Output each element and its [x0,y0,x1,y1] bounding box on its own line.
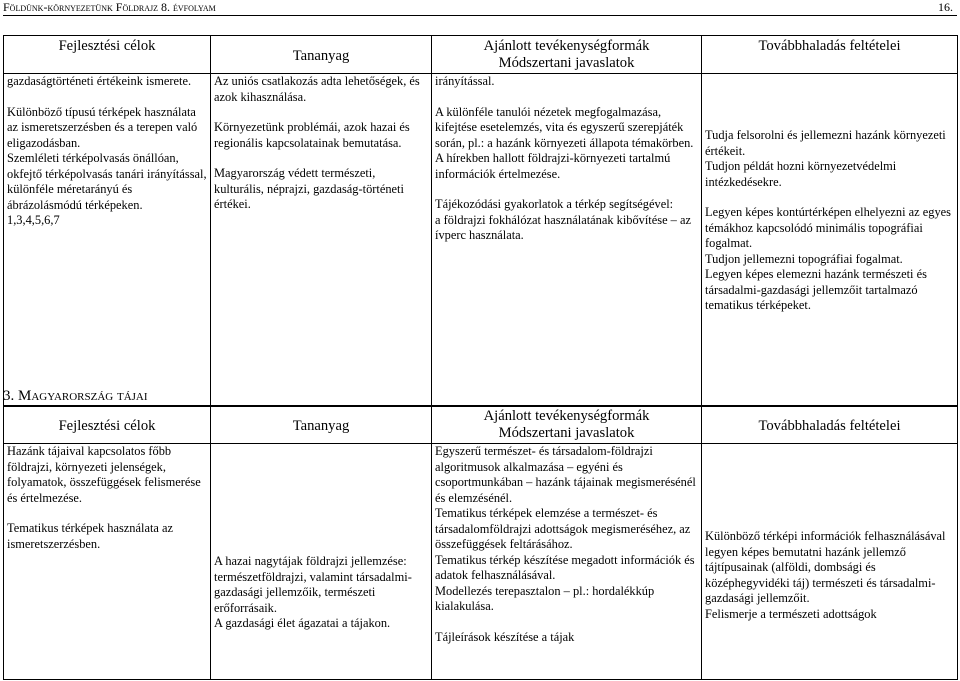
activity-item: Tájleírások készítése a tájak [435,629,575,644]
condition-item: Tudjon példát hozni környezetvédelmi intézkedésekre. [705,159,897,189]
col-header-goals [4,36,211,74]
goal-item: 1,3,4,5,6,7 [7,213,60,227]
col-header-activities-line2: Módszertani javaslatok [498,55,635,71]
condition-item: Legyen képes elemezni hazánk természeti és társadalmi-gazdasági jellemzőit tartalmazó tematikus térképeket. [705,267,927,312]
goal-item: Hazánk tájaival kapcsolatos főbb földrajzi, környezeti jelenségek, folyamatok, összefüggések felismerése és értelmezése. [7,444,201,505]
col-header-goals [4,406,211,444]
condition-item: Tudjon jellemezni topográfiai fogalmat. [705,251,903,266]
col-header-conditions-text: Továbbhaladás feltételei [758,38,901,54]
activity-item: Tematikus térkép készítése megadott információk és adatok felhasználásával. [435,552,695,582]
col-header-goals-text: Fejlesztési célok [58,418,156,434]
col-header-activities [432,36,702,74]
col-header-conditions-text: Továbbhaladás feltételei [758,418,901,434]
section-title [3,388,148,405]
activity-item: a földrajzi fokhálózat használatának kibővítése – az ívperc használata. [435,212,691,242]
col-header-activities [432,406,702,444]
activity-item: Egyszerű természet- és társadalom-földrajzi algoritmusok alkalmazása – egyéni és csoportmunkában – hazánk tájainak megismerésénél és elemzésénél. [435,444,696,505]
goals-cell [4,74,211,407]
goal-item: Tematikus térképek használata az ismeretszerzésben. [7,521,173,551]
material-cell [211,444,432,680]
activity-item: Modellezés terepasztalon – pl.: hordalékkúp kialakulása. [435,583,655,613]
col-header-goals-text: Fejlesztési célok [58,38,156,54]
curriculum-table-top [3,35,958,407]
goal-item: Szemléleti térképolvasás önállóan, okfejtő térképolvasás tanári irányítással, különféle méretarányú és ábrázolásmódú térképeken. [7,151,207,212]
activity-item: A különféle tanulói nézetek megfogalmazása, kifejtése esetelemzés, vita és egyszerű szerepjáték során, pl.: a hazánk környezeti állapota témakörben. [435,104,694,150]
col-header-material-text: Tananyag [292,418,350,434]
condition-item: Felismerje a természeti adottságok [705,606,877,621]
section-title-text: 3. Magyarország tájai [3,388,148,404]
condition-item: Különböző térképi információk felhasználásával legyen képes bemutatni hazánk jellemző tájtípusainak (alföldi, dombsági és középhegyvidéki táj) természeti és társadalmi-gazdasági jellemzőit. [705,529,946,605]
condition-item: Legyen képes kontúrtérképen elhelyezni az egyes témákhoz kapcsolódó minimális topográfiai fogalmat. [705,205,951,250]
condition-item: Tudja felsorolni és jellemezni hazánk környezeti értékeit. [705,128,946,158]
material-item: A gazdasági élet ágazatai a tájakon. [214,616,391,630]
header-title: Földünk-környezetünk Földrajz 8. évfolyam [3,0,216,14]
curriculum-table-bottom [3,405,958,680]
col-header-activities-line2: Módszertani javaslatok [498,425,635,441]
goals-cell [4,444,211,680]
activity-item: Tematikus térképek elemzése a természet- és társadalomföldrajzi adottságok megismeréséhez, az összefüggések feltárásához. [435,506,691,551]
conditions-cell [702,444,958,680]
activities-cell [432,74,702,407]
conditions-cell [702,74,958,407]
material-item: Magyarország védett természeti, kulturális, néprajzi, gazdaság-történeti értékei. [214,166,404,211]
activity-item: Tájékozódási gyakorlatok a térkép segítségével: [435,197,674,211]
col-header-activities-line1: Ajánlott tevékenységformák [483,408,650,424]
page-number: 16. [938,0,953,14]
col-header-material-text: Tananyag [292,48,350,64]
col-header-conditions [702,36,958,74]
page-header [3,0,957,16]
activities-cell [432,444,702,680]
goal-item: Különböző típusú térképek használata az ismeretszerzésben és a terepen való eligazodásban. [7,104,198,150]
col-header-conditions [702,406,958,444]
activity-item: A hírekben hallott földrajzi-környezeti tartalmú információk értelmezése. [435,151,671,181]
material-item: Az uniós csatlakozás adta lehetőségek, és azok kihasználása. [214,74,420,104]
col-header-material [211,406,432,444]
material-item: Környezetünk problémái, azok hazai és regionális kapcsolatainak bemutatása. [214,120,410,150]
material-cell [211,74,432,407]
material-item: természetföldrajzi, valamint társadalmi-gazdasági jellemzőik, természeti erőforrásaik. [214,569,412,615]
col-header-activities-line1: Ajánlott tevékenységformák [483,38,650,54]
goal-item: gazdaságtörténeti értékeink ismerete. [7,74,192,88]
col-header-material [211,36,432,74]
activity-item: irányítással. [435,74,495,88]
material-item: A hazai nagytájak földrajzi jellemzése: [214,554,407,568]
